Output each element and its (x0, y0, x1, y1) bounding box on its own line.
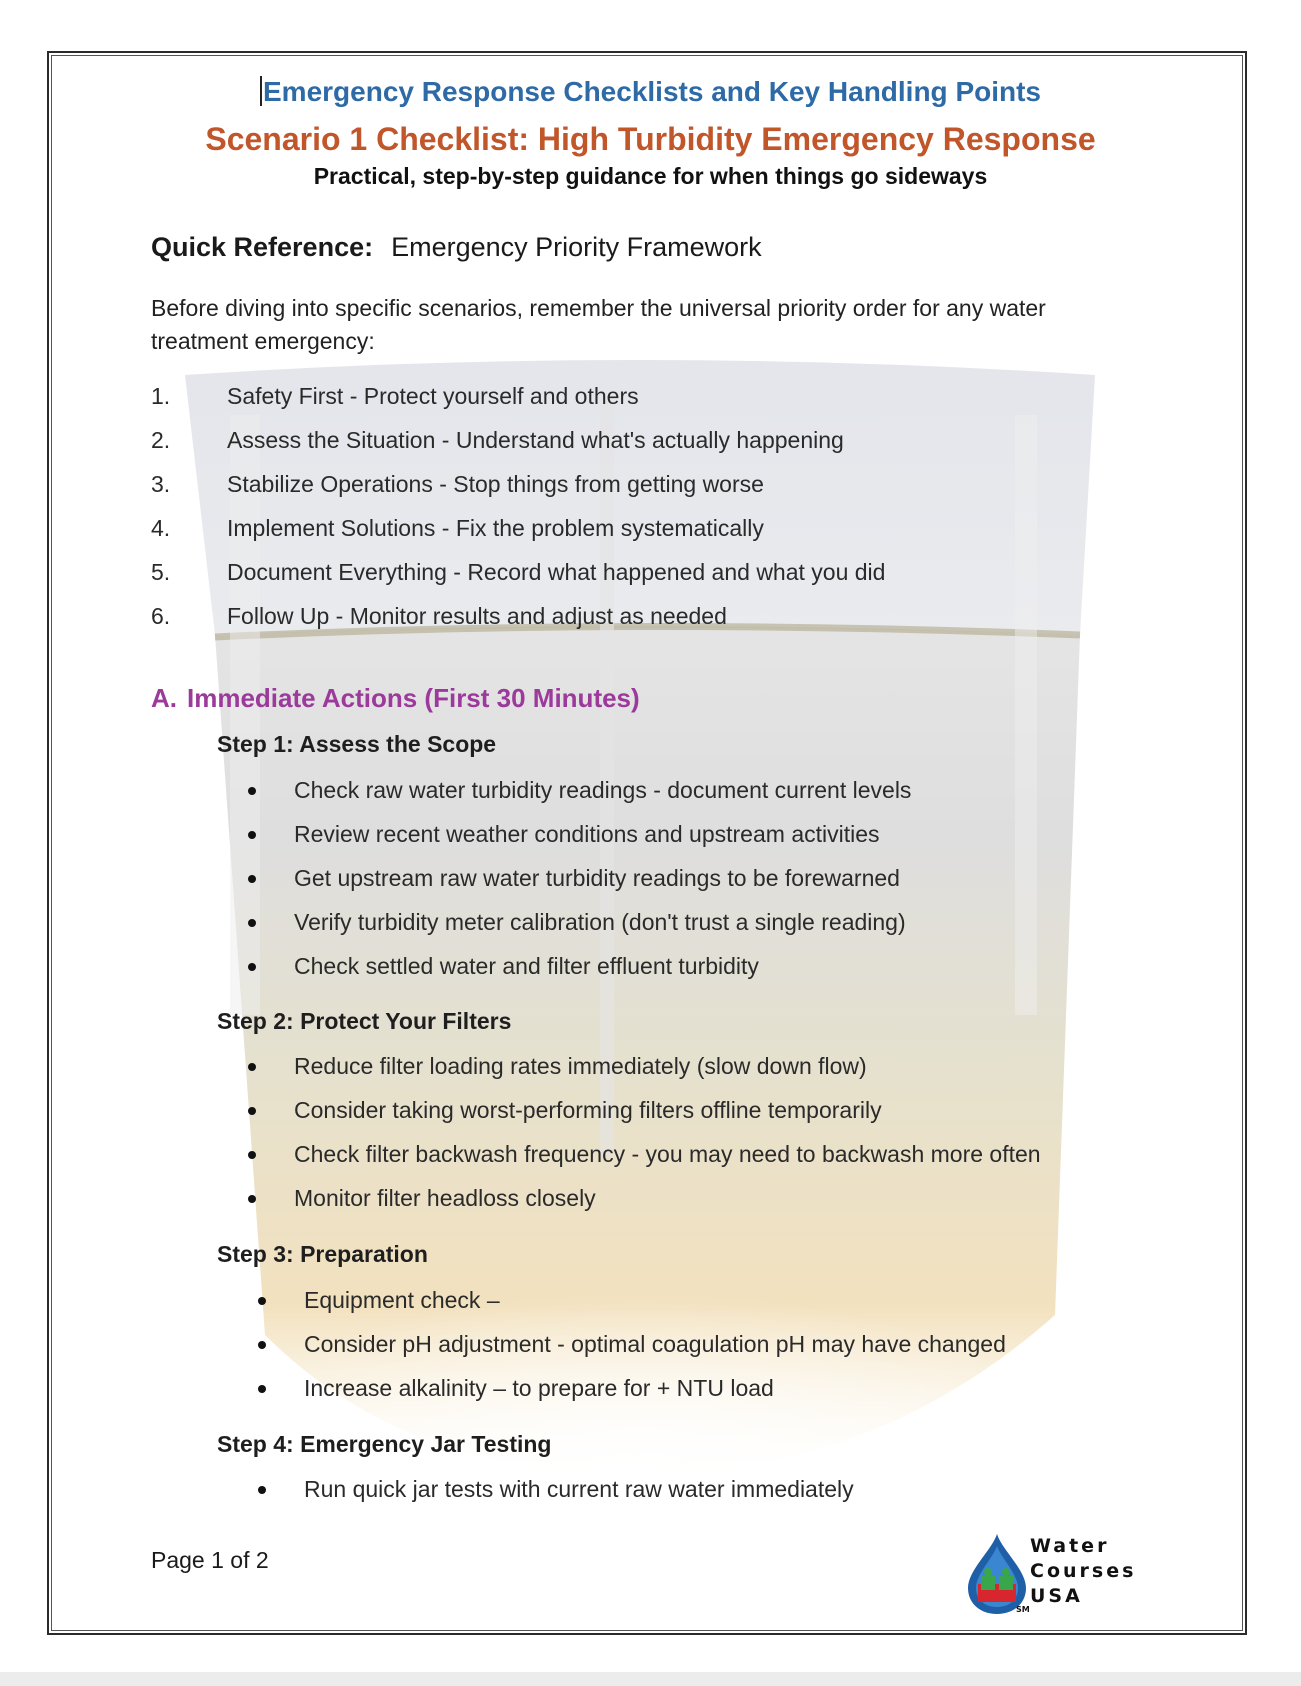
list-text: Safety First - Protect yourself and others (227, 383, 639, 409)
bullet-icon (248, 963, 256, 971)
list-text: Stabilize Operations - Stop things from getting worse (227, 471, 764, 497)
list-text: Implement Solutions - Fix the problem systematically (227, 515, 764, 541)
bullet-text: Consider pH adjustment - optimal coagulation pH may have changed (304, 1331, 1006, 1357)
water-courses-usa-logo (962, 1532, 1142, 1616)
bullet-text: Monitor filter headloss closely (294, 1185, 596, 1211)
section-title: Immediate Actions (First 30 Minutes) (187, 683, 640, 713)
scenario-title: Scenario 1 Checklist: High Turbidity Emergency Response (205, 121, 1096, 157)
step-1-heading: Step 1: Assess the Scope (217, 731, 497, 757)
list-text: Document Everything - Record what happened and what you did (227, 559, 886, 585)
list-number: 2. (151, 427, 171, 453)
bullet-text: Check settled water and filter effluent turbidity (294, 953, 759, 979)
list-number: 5. (151, 559, 171, 585)
page-number: Page 1 of 2 (151, 1547, 269, 1573)
logo-line: USA (1030, 1585, 1083, 1607)
logo-wordmark (1030, 1534, 1136, 1609)
bullet-icon (258, 1486, 266, 1494)
water-drop-icon (962, 1532, 1032, 1616)
bullet-text: Get upstream raw water turbidity readings to be forewarned (294, 865, 900, 891)
bullet-text: Consider taking worst-performing filters offline temporarily (294, 1097, 882, 1123)
list-number: 3. (151, 471, 171, 497)
bullet-icon (258, 1385, 266, 1393)
quick-reference-label: Quick Reference: (151, 232, 374, 262)
bullet-icon (248, 787, 256, 795)
step-2-heading: Step 2: Protect Your Filters (217, 1008, 512, 1034)
bullet-icon (258, 1297, 266, 1305)
bullet-text: Check raw water turbidity readings - document current levels (294, 777, 912, 803)
subtitle: Practical, step-by-step guidance for when things go sideways (313, 163, 988, 189)
bullet-text: Increase alkalinity – to prepare for + NTU load (304, 1375, 774, 1401)
text-cursor (260, 76, 262, 106)
bullet-icon (258, 1341, 266, 1349)
list-number: 1. (151, 383, 171, 409)
bullet-icon (248, 1063, 256, 1071)
bullet-icon (248, 1195, 256, 1203)
list-text: Follow Up - Monitor results and adjust as needed (227, 603, 727, 629)
step-3-heading: Step 3: Preparation (217, 1241, 428, 1267)
bullet-icon (248, 875, 256, 883)
bullet-text: Reduce filter loading rates immediately (slow down flow) (294, 1053, 867, 1079)
logo-line: Courses (1030, 1560, 1137, 1582)
bullet-icon (248, 1151, 256, 1159)
logo-line: Water (1030, 1535, 1110, 1557)
document-title (0, 76, 1301, 108)
service-mark: SM (1016, 1605, 1030, 1614)
intro-paragraph: Before diving into specific scenarios, remember the universal priority order for any water treatment emergency: (151, 295, 1046, 354)
quick-reference-text: Emergency Priority Framework (391, 232, 762, 262)
section-letter: A. (151, 683, 177, 713)
bullet-text: Verify turbidity meter calibration (don't trust a single reading) (294, 909, 906, 935)
bullet-icon (248, 831, 256, 839)
bullet-text: Run quick jar tests with current raw water immediately (304, 1476, 854, 1502)
list-number: 6. (151, 603, 171, 629)
bullet-text: Review recent weather conditions and upstream activities (294, 821, 880, 847)
bullet-icon (248, 1107, 256, 1115)
section-a-heading (151, 683, 640, 714)
bullet-icon (248, 919, 256, 927)
document-title-text: Emergency Response Checklists and Key Handling Points (263, 76, 1041, 107)
bullet-text: Equipment check – (304, 1287, 500, 1313)
list-number: 4. (151, 515, 171, 541)
list-text: Assess the Situation - Understand what's actually happening (227, 427, 844, 453)
quick-reference-heading (151, 232, 762, 263)
bullet-text: Check filter backwash frequency - you may need to backwash more often (294, 1141, 1041, 1167)
step-4-heading: Step 4: Emergency Jar Testing (217, 1431, 552, 1457)
